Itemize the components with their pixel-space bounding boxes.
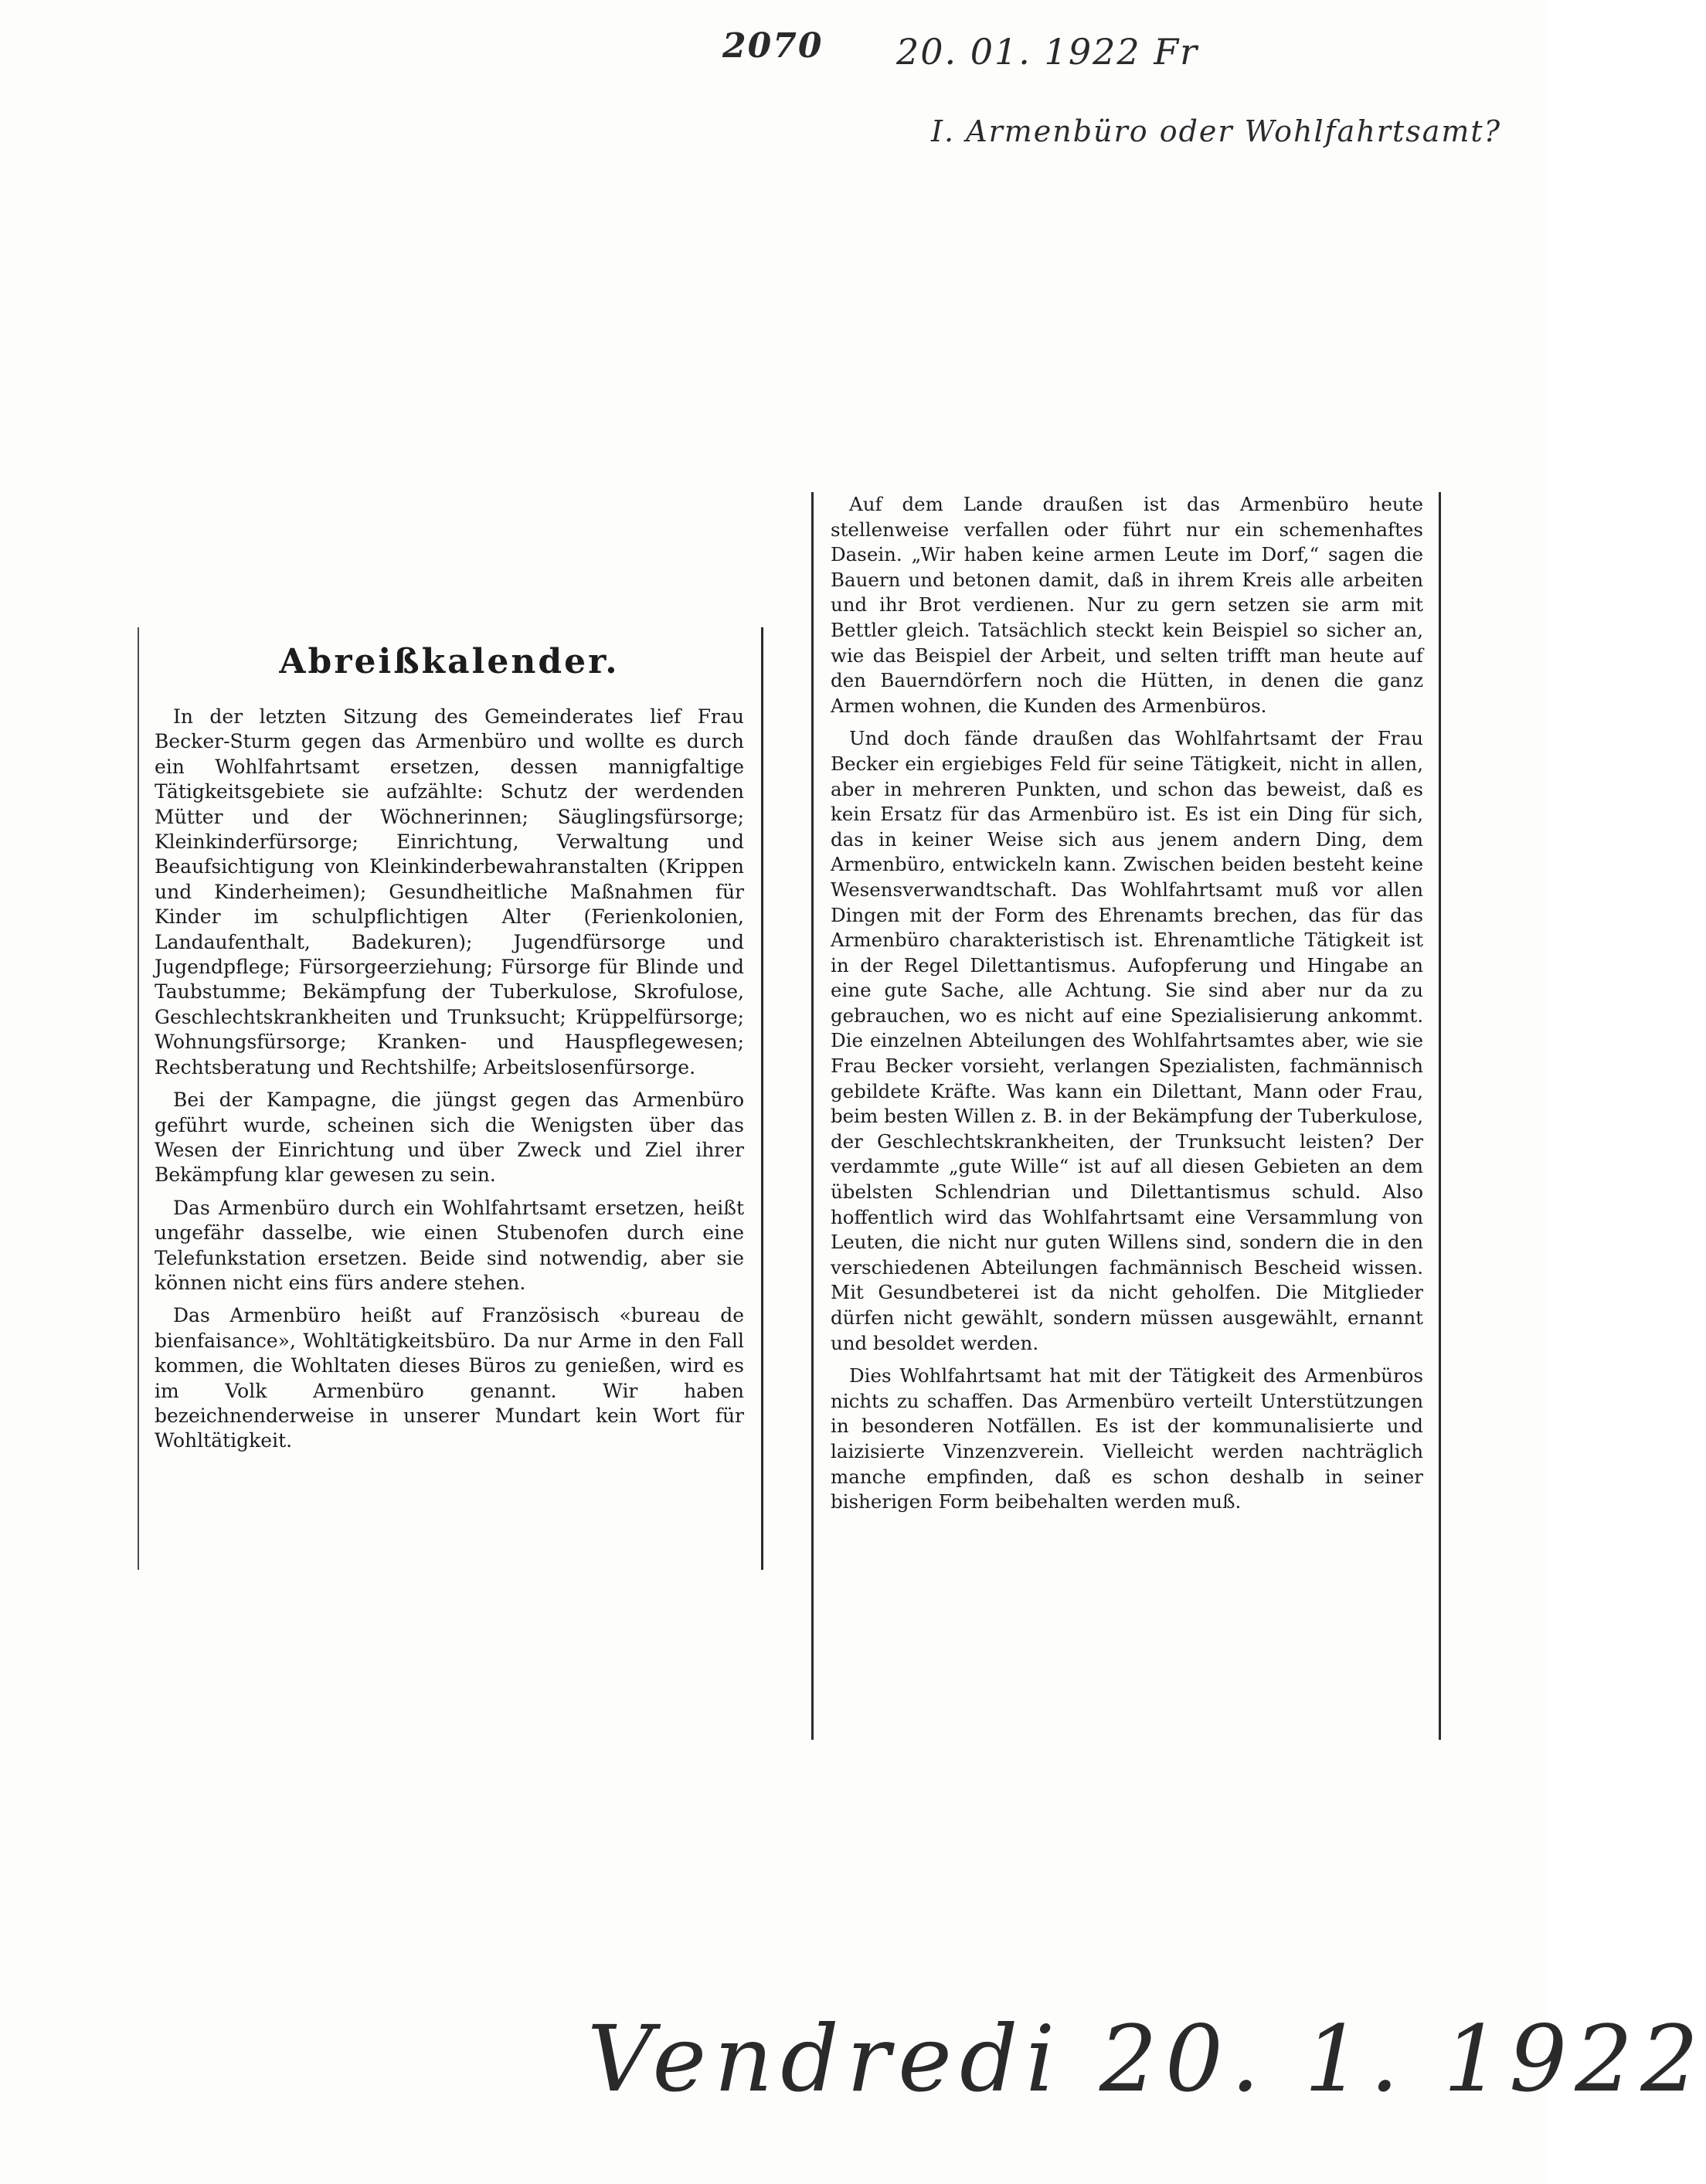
clipping-right-column — [811, 492, 1441, 1740]
handwritten-bottom-date: Vendredi 20. 1. 1922 — [587, 2006, 1706, 2112]
paragraph: Und doch fände draußen das Wohlfahrtsamt der Frau Becker ein ergiebiges Feld für seine Tätigkeit, nicht in allen, aber in mehreren Punkten, und schon das beweist, daß es kein Ersatz für das Armenbüro ist. Es ist ein Ding für sich, das in keiner Weise sich aus jenem andern Ding, dem Armenbüro, entwickeln kann. Zwischen beiden besteht keine Wesensverwandtschaft. Das Wohlfahrtsamt muß vor allen Dingen mit der Form des Ehrenamts brechen, das für das Armenbüro charakteristisch ist. Ehrenamtliche Tätigkeit ist in der Regel Dilettantismus. Aufopferung und Hingabe an eine gute Sache, alle Achtung. Sie sind aber nur da zu gebrauchen, wo es nicht auf eine Spezialisierung ankommt. Die einzelnen Abteilungen des Wohlfahrtsamtes aber, wie sie Frau Becker vorsieht, verlangen Spezialisten, fachmännisch gebildete Kräfte. Was kann ein Dilettant, Mann oder Frau, beim besten Willen z. B. in der Bekämpfung der Tuberkulose, der Geschlechtskrankheiten, der Trunksucht leisten? Der verdammte „gute Wille“ ist auf all diesen Gebieten an dem übelsten Schlendrian und Dilettantismus schuld. Also hoffentlich wird das Wohlfahrtsamt eine Versammlung von Leuten, die nicht nur guten Willens sind, sondern die in den verschiedenen Abteilungen fachmännisch Bescheid wissen. Mit Gesundbeterei ist da nicht geholfen. Die Mitglieder dürfen nicht gewählt, sondern müssen ausgewählt, ernannt und besoldet werden. — [831, 727, 1423, 1354]
paragraph: In der letzten Sitzung des Gemeinderates lief Frau Becker-Sturm gegen das Armenbüro und wollte es durch ein Wohlfahrtsamt ersetzen, dessen mannigfaltige Tätigkeitsgebiete sie aufzählte: Schutz der werdenden Mütter und der Wöchnerinnen; Säuglingsfürsorge; Kleinkinderfürsorge; Einrichtung, Verwaltung und Beaufsichtigung von Kleinkinderbewahranstalten (Krippen und Kinderheimen); Gesundheitliche Maßnahmen für Kinder im schulpflichtigen Alter (Ferienkolonien, Landaufenthalt, Badekuren); Jugendfürsorge und Jugendpflege; Fürsorgeerziehung; Fürsorge für Blinde und Taubstumme; Bekämpfung der Tuberkulose, Skrofulose, Geschlechtskrankheiten und Trunksucht; Krüppelfürsorge; Wohnungsfürsorge; Kranken- und Hauspflegewesen; Rechtsberatung und Rechtshilfe; Arbeitslosenfürsorge. — [155, 705, 744, 1078]
handwritten-date: 20. 01. 1922 Fr — [896, 31, 1199, 73]
article-headline: Abreißkalender. — [279, 642, 620, 681]
paragraph: Auf dem Lande draußen ist das Armenbüro heute stellenweise verfallen oder führt nur ein schemenhaftes Dasein. „Wir haben keine armen Leute im Dorf,“ sagen die Bauern und betonen damit, daß in ihrem Kreis alle arbeiten und ihr Brot verdienen. Nur zu gern setzen sie arm mit Bettler gleich. Tatsächlich steckt kein Beispiel so sicher an, wie das Beispiel der Arbeit, und selten trifft man heute auf den Bauerndörfern noch die Hütten, in denen die ganz Armen wohnen, die Kunden des Armenbüros. — [831, 493, 1423, 717]
archive-number: 2070 — [722, 26, 824, 66]
handwritten-question: I. Armenbüro oder Wohlfahrtsamt? — [931, 114, 1502, 148]
paragraph: Dies Wohlfahrtsamt hat mit der Tätigkeit des Armenbüros nichts zu schaffen. Das Armenbüro verteilt Unterstützungen in besonderen Notfällen. Es ist der kommunalisierte und laizisierte Vinzenzverein. Vielleicht werden nachträglich manche empfinden, daß es schon deshalb in seiner bisherigen Form beibehalten werden muß. — [831, 1364, 1423, 1513]
clipping-left-column — [138, 627, 763, 1570]
right-column-text — [831, 492, 1423, 1515]
paragraph: Das Armenbüro durch ein Wohlfahrtsamt ersetzen, heißt ungefähr dasselbe, wie einen Stubenofen durch eine Telefunkstation ersetzen. Beide sind notwendig, aber sie können nicht eins fürs andere stehen. — [155, 1196, 744, 1294]
paragraph: Das Armenbüro heißt auf Französisch «bureau de bienfaisance», Wohltätigkeitsbüro. Da nur Arme in den Fall kommen, die Wohltaten dieses Büros zu genießen, wird es im Volk Armenbüro genannt. Wir haben bezeichnenderweise in unserer Mundart kein Wort für Wohltätigkeit. — [155, 1304, 744, 1452]
left-column-text — [155, 705, 744, 1454]
paragraph: Bei der Kampagne, die jüngst gegen das Armenbüro geführt wurde, scheinen sich die Wenigsten über das Wesen der Einrichtung und über Zweck und Ziel ihrer Bekämpfung klar gewesen zu sein. — [155, 1089, 744, 1187]
